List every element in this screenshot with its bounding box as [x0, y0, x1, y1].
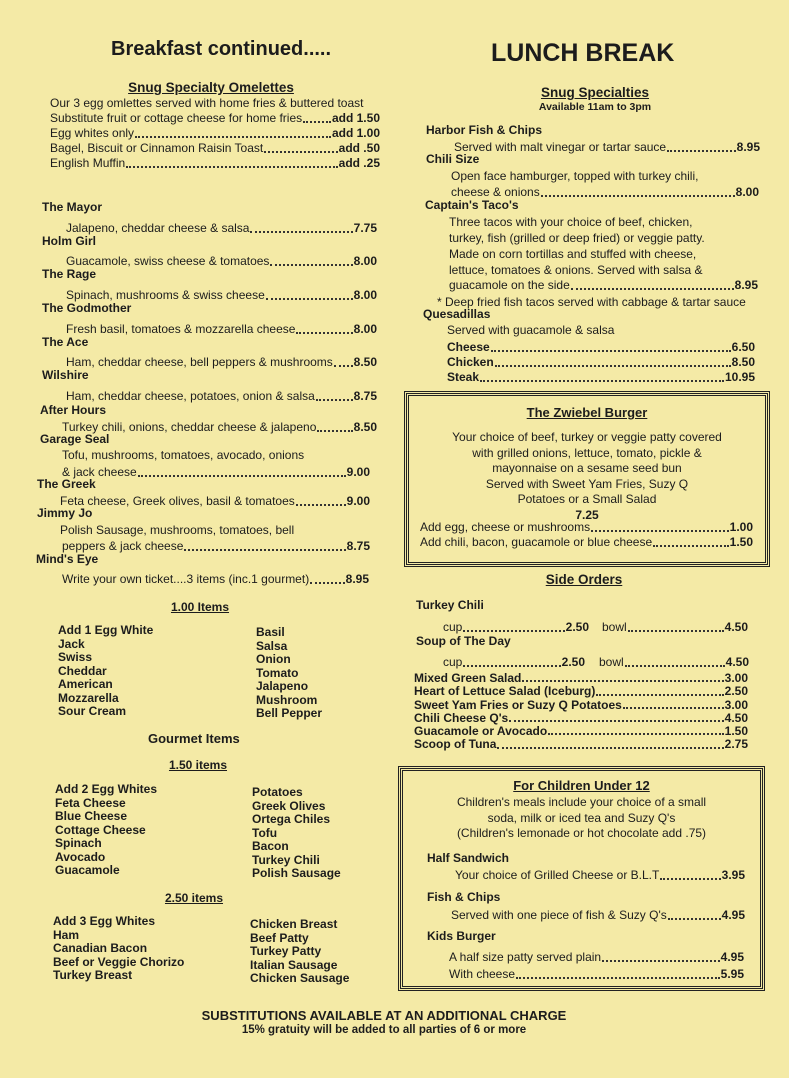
side-price: 3.00: [724, 697, 748, 712]
item-name: Soup of The Day: [416, 634, 511, 648]
item-desc: A half size patty served plain: [449, 950, 602, 964]
item-desc: Fresh basil, tomatoes & mozzarella cheese: [66, 322, 296, 336]
addon-item: American: [58, 677, 113, 691]
addons-250-col2: [250, 918, 349, 986]
item-desc: Tofu, mushrooms, tomatoes, avocado, onions: [62, 448, 305, 462]
item-line: [449, 278, 758, 293]
addon-item: Basil: [256, 625, 285, 639]
item-price: 8.00: [735, 185, 759, 199]
extra-label: Add chili, bacon, guacamole or blue cheese: [420, 535, 653, 549]
item-desc: Open face hamburger, topped with turkey chili,: [451, 169, 699, 183]
specialties-sub: Available 11am to 3pm: [538, 101, 652, 113]
size-line: [602, 620, 748, 635]
item-line: [451, 908, 745, 923]
item-desc: Served with guacamole & salsa: [447, 323, 615, 337]
side-line: [414, 712, 748, 725]
item-line: [66, 389, 377, 404]
item-name: Turkey Chili: [416, 598, 484, 612]
extra-price: 1.00: [729, 520, 753, 534]
extra-label: Substitute fruit or cottage cheese for home fries: [50, 111, 303, 125]
footer-substitutions: SUBSTITUTIONS AVAILABLE AT AN ADDITIONAL CHARGE: [201, 1008, 567, 1023]
item-price: 3.95: [721, 868, 745, 882]
soup-sizes: [443, 655, 749, 670]
item-name: Harbor Fish & Chips: [426, 123, 543, 137]
addon-item: Mozzarella: [58, 690, 119, 705]
item-desc: Ham, cheddar cheese, bell peppers & mushrooms: [66, 355, 333, 369]
side-label: Scoop of Tuna: [414, 737, 497, 752]
addons-150-heading: 1.50 items: [168, 758, 228, 772]
addon-item: Polish Sausage: [252, 866, 341, 880]
side-line: [414, 738, 748, 751]
size-line: [443, 655, 585, 670]
item-name: The Rage: [42, 267, 97, 281]
zwiebel-line: mayonnaise on a sesame seed bun: [492, 461, 682, 475]
omelettes-heading: Snug Specialty Omelettes: [128, 80, 294, 95]
side-label: Chili Cheese Q's: [414, 710, 509, 725]
addon-item: Feta Cheese: [55, 795, 126, 810]
side-label: Sweet Yam Fries or Suzy Q Potatoes: [414, 697, 622, 712]
children-intro: [403, 795, 760, 842]
addon-item: Canadian Bacon: [53, 941, 148, 955]
sides-heading: Side Orders: [545, 572, 623, 587]
addon-item: Potatoes: [252, 785, 303, 799]
item-price: 8.00: [353, 254, 377, 268]
item-desc: guacamole on the side: [449, 278, 570, 292]
item-desc: turkey, fish (grilled or deep fried) or veggie patty.: [449, 231, 705, 245]
extra-label: Bagel, Biscuit or Cinnamon Raisin Toast: [50, 141, 264, 155]
item-name: The Ace: [42, 335, 89, 349]
size-label: cup: [443, 655, 463, 669]
item-desc: lettuce, tomatoes & onions. Served with salsa &: [449, 263, 703, 277]
size-label: bowl: [602, 620, 627, 634]
extra-price: 1.50: [729, 535, 753, 549]
zwiebel-line: with grilled onions, lettuce, tomato, pickle &: [472, 445, 702, 460]
item-line: [62, 539, 370, 554]
item-line: [62, 465, 370, 480]
item-name: Quesadillas: [423, 307, 491, 321]
option-price: 8.50: [731, 355, 755, 369]
item-desc: With cheese: [449, 967, 516, 981]
addons-1-col1: [58, 624, 153, 719]
addon-item: Cottage Cheese: [55, 822, 146, 837]
breakfast-title: Breakfast continued.....: [111, 38, 332, 60]
addon-item: Blue Cheese: [55, 809, 128, 823]
addon-item: Sour Cream: [58, 704, 127, 718]
item-price: 5.95: [720, 967, 744, 981]
item-desc: cheese & onions: [451, 185, 540, 199]
zwiebel-heading: The Zwiebel Burger: [526, 405, 648, 420]
lunch-title: LUNCH BREAK: [491, 39, 675, 67]
item-name: Chili Size: [426, 152, 480, 166]
addon-item: Add 3 Egg Whites: [53, 914, 155, 928]
option-line: [447, 340, 755, 355]
addon-item: Tofu: [252, 825, 278, 840]
item-name: Fish & Chips: [427, 890, 501, 904]
addon-item: Salsa: [256, 638, 288, 653]
option-label: Chicken: [447, 355, 494, 369]
item-line: [454, 140, 760, 155]
extra-price: add 1.00: [331, 126, 380, 140]
side-line: [414, 725, 748, 738]
item-price: 7.75: [353, 221, 377, 235]
item-price: 9.00: [346, 494, 370, 508]
extra-price: add .50: [338, 141, 380, 155]
item-line: [449, 967, 744, 982]
side-price: 2.75: [724, 737, 748, 752]
size-price: 4.50: [725, 655, 749, 669]
addon-item: Spinach: [55, 836, 102, 850]
size-line: [599, 655, 749, 670]
zwiebel-desc: [409, 430, 765, 523]
item-name: Jimmy Jo: [37, 506, 93, 520]
item-price: 8.75: [346, 539, 370, 553]
extra-line: [50, 111, 380, 126]
side-label: Guacamole or Avocado: [414, 724, 548, 739]
children-box: [400, 768, 763, 989]
extra-price: add .25: [338, 156, 380, 170]
extra-price: add 1.50: [331, 111, 380, 125]
omelettes-intro: Our 3 egg omlettes served with home fries & buttered toast: [50, 96, 364, 110]
item-line: [66, 322, 377, 337]
addon-item: Add 2 Egg Whites: [55, 782, 157, 796]
option-price: 10.95: [724, 370, 755, 384]
taco-note: * Deep fried fish tacos served with cabbage & tartar sauce: [437, 295, 746, 309]
addon-item: Turkey Chili: [252, 852, 320, 867]
item-line: [60, 494, 370, 509]
addon-item: Chicken Sausage: [250, 971, 350, 985]
item-price: 8.95: [345, 572, 369, 586]
item-line: [66, 355, 377, 370]
addon-item: Ham: [53, 927, 80, 942]
side-line: [414, 699, 748, 712]
item-line: [455, 868, 745, 883]
item-desc: Served with malt vinegar or tartar sauce: [454, 140, 667, 154]
extra-label: Egg whites only: [50, 126, 135, 140]
item-name: The Greek: [37, 477, 96, 491]
addon-item: Avocado: [55, 849, 106, 864]
side-label: Heart of Lettuce Salad (Iceburg): [414, 684, 596, 699]
item-line: [62, 572, 369, 587]
addons-150-col1: [55, 783, 157, 878]
side-price: 4.50: [724, 710, 748, 725]
specialties-heading: Snug Specialties: [540, 85, 650, 100]
item-desc: Guacamole, swiss cheese & tomatoes: [66, 254, 270, 268]
addon-item: Turkey Patty: [250, 944, 322, 958]
item-name: Garage Seal: [40, 432, 110, 446]
taco-desc: [449, 214, 705, 278]
addon-item: Greek Olives: [252, 798, 326, 813]
item-price: 4.95: [721, 908, 745, 922]
extra-line: [50, 126, 380, 141]
item-desc: Jalapeno, cheddar cheese & salsa: [66, 221, 250, 235]
option-label: Steak: [447, 370, 480, 384]
size-label: cup: [443, 620, 463, 634]
extra-label: English Muffin: [50, 156, 126, 170]
addon-item: Jalapeno: [256, 679, 309, 693]
item-name: After Hours: [40, 403, 107, 417]
gourmet-heading: Gourmet Items: [148, 731, 240, 746]
item-price: 8.50: [353, 420, 377, 434]
children-heading: For Children Under 12: [513, 778, 650, 793]
item-desc: Write your own ticket....3 items (inc.1 gourmet): [62, 572, 310, 586]
omelette-extras: [50, 111, 380, 171]
item-price: 8.00: [353, 322, 377, 336]
item-line: [66, 254, 377, 269]
item-price: 8.00: [353, 288, 377, 302]
side-label: Mixed Green Salad: [414, 671, 522, 685]
item-name: Wilshire: [42, 368, 89, 382]
side-price: 2.50: [724, 684, 748, 699]
children-intro-line: soda, milk or iced tea and Suzy Q's: [487, 810, 676, 825]
addon-item: Beef Patty: [250, 930, 309, 945]
item-price: 9.00: [346, 465, 370, 479]
children-intro-line: Children's meals include your choice of a small: [456, 795, 707, 809]
addon-item: Ortega Chiles: [252, 812, 331, 826]
item-desc: Made on corn tortillas and stuffed with cheese,: [449, 247, 697, 261]
item-desc: Polish Sausage, mushrooms, tomatoes, bell: [60, 523, 295, 537]
item-desc: Ham, cheddar cheese, potatoes, onion & salsa: [66, 389, 315, 403]
item-price: 8.95: [734, 278, 758, 292]
extra-label: Add egg, cheese or mushrooms: [420, 520, 591, 534]
addon-item: Guacamole: [55, 863, 120, 877]
zwiebel-price: 7.25: [575, 507, 599, 522]
zwiebel-line: Potatoes or a Small Salad: [517, 492, 657, 506]
addon-item: Turkey Breast: [53, 968, 133, 982]
size-price: 2.50: [565, 620, 589, 634]
addon-item: Beef or Veggie Chorizo: [53, 954, 185, 969]
option-line: [447, 355, 755, 370]
size-price: 2.50: [561, 655, 585, 669]
item-price: 4.95: [720, 950, 744, 964]
option-line: [447, 370, 755, 385]
addon-item: Chicken Breast: [250, 917, 338, 931]
zwiebel-extras: [420, 520, 753, 550]
extra-line: [420, 535, 753, 550]
item-price: 8.75: [353, 389, 377, 403]
item-desc: Three tacos with your choice of beef, chicken,: [449, 215, 693, 229]
zwiebel-line: Your choice of beef, turkey or veggie patty covered: [452, 430, 722, 444]
addon-item: Add 1 Egg White: [58, 623, 154, 637]
addon-item: Bell Pepper: [256, 706, 323, 720]
item-name: Holm Girl: [42, 234, 97, 248]
size-label: bowl: [599, 655, 624, 669]
side-price: 1.50: [724, 724, 748, 739]
extra-line: [420, 520, 753, 535]
item-line: [449, 950, 744, 965]
item-desc: Turkey chili, onions, cheddar cheese & jalapeno: [62, 420, 317, 434]
addons-250-col1: [53, 915, 184, 983]
addons-1-heading: 1.00 Items: [170, 600, 230, 614]
side-items: [414, 672, 748, 752]
addon-item: Bacon: [252, 839, 289, 853]
footer-gratuity: 15% gratuity will be added to all parties of 6 or more: [241, 1024, 527, 1036]
turkey-chili-sizes: [443, 620, 749, 635]
item-name: Kids Burger: [427, 929, 496, 943]
item-desc: Spinach, mushrooms & swiss cheese: [66, 288, 265, 302]
item-name: Mind's Eye: [36, 552, 99, 566]
side-line: [414, 672, 748, 685]
item-name: Captain's Taco's: [425, 198, 519, 212]
addon-item: Swiss: [58, 650, 93, 664]
addons-150-col2: [252, 786, 341, 881]
extra-line: [50, 156, 382, 171]
addon-item: Cheddar: [58, 663, 107, 678]
addon-item: Jack: [58, 636, 85, 651]
item-desc: Your choice of Grilled Cheese or B.L.T: [455, 868, 660, 882]
side-price: 3.00: [724, 671, 748, 685]
option-label: Cheese: [447, 340, 490, 354]
size-price: 4.50: [724, 620, 748, 634]
addons-250-heading: 2.50 items: [164, 891, 224, 905]
item-price: 8.95: [736, 140, 760, 154]
item-name: Half Sandwich: [427, 851, 510, 865]
quesadilla-options: [447, 340, 755, 385]
children-intro-line: (Children's lemonade or hot chocolate add .75): [456, 826, 707, 840]
addon-item: Mushroom: [256, 692, 318, 707]
item-line: [66, 221, 377, 236]
extra-line: [50, 141, 380, 156]
side-line: [414, 685, 748, 698]
addon-item: Italian Sausage: [250, 957, 338, 972]
item-name: The Godmother: [42, 301, 132, 315]
item-name: The Mayor: [42, 200, 103, 214]
addon-item: Onion: [256, 652, 291, 666]
addons-1-col2: [256, 626, 322, 721]
size-line: [443, 620, 589, 635]
item-desc: & jack cheese: [62, 465, 137, 479]
option-price: 6.50: [731, 340, 755, 354]
item-desc: Feta cheese, Greek olives, basil & tomatoes: [60, 494, 295, 508]
item-price: 8.50: [353, 355, 377, 369]
item-desc: peppers & jack cheese: [62, 539, 184, 553]
addon-item: Tomato: [256, 665, 299, 680]
zwiebel-line: Served with Sweet Yam Fries, Suzy Q: [485, 476, 689, 491]
zwiebel-burger-box: [406, 393, 768, 565]
item-desc: Served with one piece of fish & Suzy Q's: [451, 908, 667, 922]
